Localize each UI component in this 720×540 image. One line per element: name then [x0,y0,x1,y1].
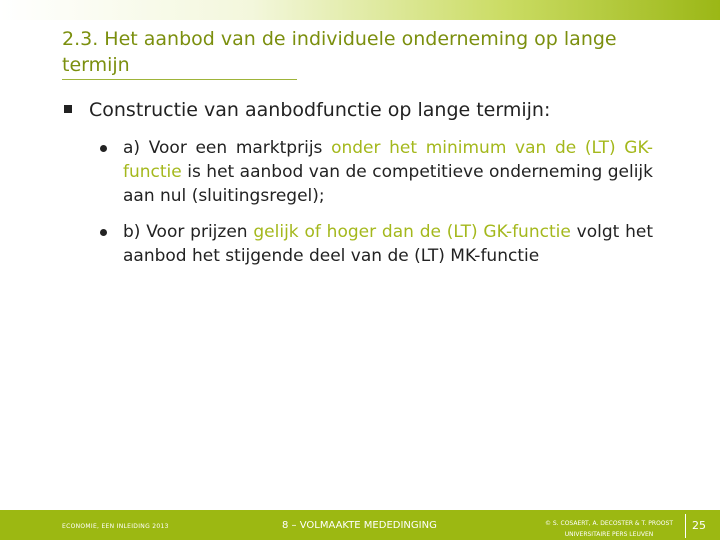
footer-authors: © S. COSAERT, A. DECOSTER & T. PROOST [544,520,673,527]
sub-bullet-b-prefix: b) Voor prijzen [123,222,254,242]
footer-publisher: UNIVERSITAIRE PERS LEUVEN [564,531,654,538]
footer-divider [685,514,686,538]
footer-chapter: 8 – VOLMAAKTE MEDEDINGING [282,520,437,531]
square-bullet-icon [64,105,72,113]
main-bullet-text: Constructie van aanbodfunctie op lange termijn: [89,99,551,121]
round-bullet-icon [100,229,107,236]
footer-copyright [534,518,684,540]
sub-bullet-a-suffix: is het aanbod van de competitieve onderneming gelijk aan nul (sluitingsregel); [123,162,653,206]
sub-bullet-a-highlight: onder het minimum van de (LT) GK-functie [123,138,653,182]
footer-course-title: ECONOMIE, EEN INLEIDING 2013 [62,523,169,530]
title-underline [62,79,297,80]
sub-bullet-a-prefix: a) Voor een marktprijs [123,138,332,158]
slide-title: 2.3. Het aanbod van de individuele onderneming op lange termijn [62,28,617,76]
sub-bullet-b-highlight: gelijk of hoger dan de (LT) GK-functie [253,222,571,242]
page-number: 25 [692,519,706,532]
header-gradient-band [0,0,720,20]
sub-bullet-a-text [123,136,653,208]
sub-bullet-b-suffix: volgt het aanbod het stijgende deel van de (LT) MK-functie [123,222,653,266]
footer-bar [0,510,720,540]
round-bullet-icon [100,145,107,152]
sub-bullet-b-text [123,220,653,268]
